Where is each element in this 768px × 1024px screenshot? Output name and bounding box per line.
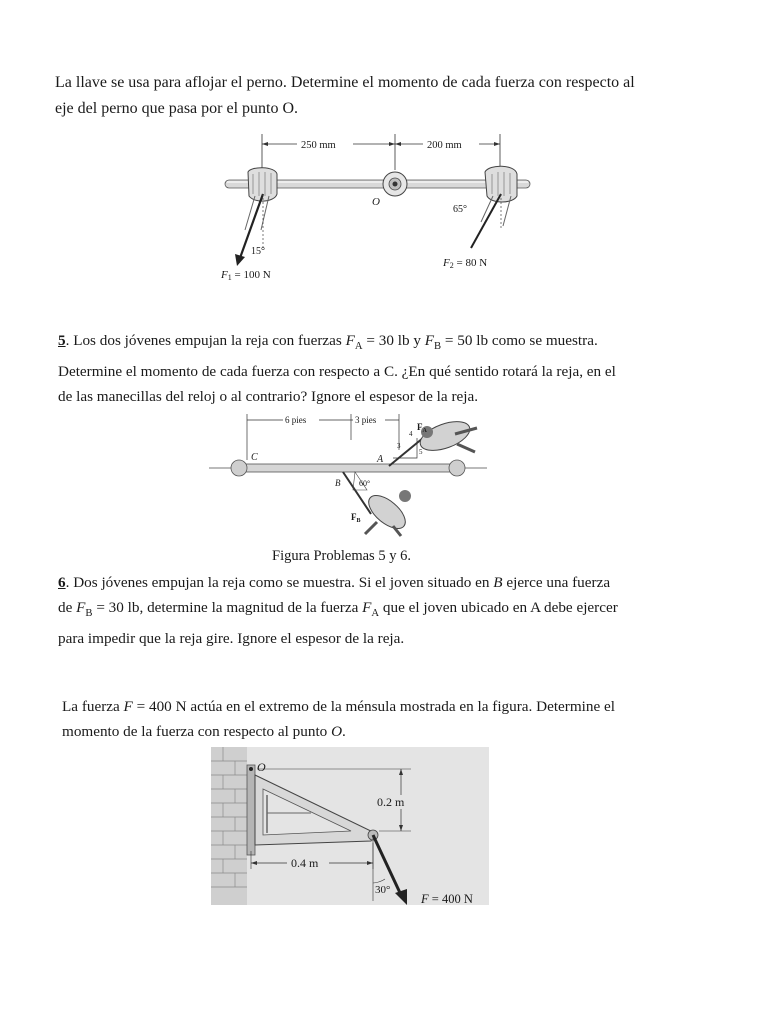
bracket-dim-vertical: 0.2 m [377,795,405,809]
problem-5-line-2: Determine el momento de cada fuerza con respecto a C. ¿En qué sentido rotará la reja, en el [58,363,616,381]
gate-point-a: A [377,454,384,465]
gate-dim-right: 3 pies [355,415,377,425]
gate-tri-5: 5 [419,448,423,456]
problem-6-line-1: 6. Dos jóvenes empujan la reja como se muestra. Si el joven situado en B ejerce una fuerza [58,574,611,591]
bracket-angle: 30° [375,884,391,896]
gate-dim-left: 6 pies [285,415,307,425]
wrench-dim-right: 200 mm [427,140,462,151]
wrench-dim-left: 250 mm [301,140,336,151]
wrench-angle-left: 15° [251,246,265,257]
problem-5-line-1: 5. Los dos jóvenes empujan la reja con fuerzas $F_A = 30$ lb y $F_B = 50$ lb como se muestra. [58,332,598,353]
figure-caption: Figura Problemas 5 y 6. [272,548,411,564]
problem-4-line-2: eje del perno que pasa por el punto O. [55,100,299,117]
problem-4-statement [55,70,635,122]
problem-5-number: 5 [58,332,66,349]
bracket-point-o: O [257,760,266,774]
wrench-f1-label: F1 = 100 N [221,269,271,282]
wrench-angle-right: 65° [453,204,467,215]
gate-tri-3: 3 [397,442,401,450]
problem-6-line-3: para impedir que la reja gire. Ignore el espesor de la reja. [58,630,405,648]
gate-force-b: $F_B$ [351,512,361,524]
bracket-dim-horizontal: 0.4 m [291,856,319,870]
bracket-force-label: F = 400 N [421,892,473,906]
problem-7-line-2: momento de la fuerza con respecto al punto O. [62,723,346,740]
wrench-f2-label: F2 = 80 N [443,257,488,270]
gate-angle: 60° [359,479,371,488]
problem-5-statement [58,328,616,409]
problem-7-statement [62,694,615,744]
problem-6-statement [58,570,618,651]
problem-6-line-2: de $F_B = 30$ lb, determine la magnitud de la fuerza $F_A$ que el joven ubicado en A debe ejercer [58,599,618,620]
gate-figure [205,410,490,540]
gate-point-b: B [335,478,341,488]
wrench-figure [215,130,535,290]
problem-6-number: 6 [58,574,66,591]
bracket-figure [211,747,491,907]
problem-7-line-1: La fuerza F = 400 N actúa en el extremo de la ménsula mostrada en la figura. Determine el [62,698,615,715]
problem-4-line-1: La llave se usa para aflojar el perno. Determine el momento de cada fuerza con respecto al [55,74,635,91]
gate-point-c: C [251,452,258,463]
wrench-point-o: O [372,196,380,208]
problem-5-line-3: de las manecillas del reloj o al contrario? Ignore el espesor de la reja. [58,388,478,406]
gate-force-a: $F_A$ [417,422,427,434]
gate-tri-4: 4 [409,430,413,438]
